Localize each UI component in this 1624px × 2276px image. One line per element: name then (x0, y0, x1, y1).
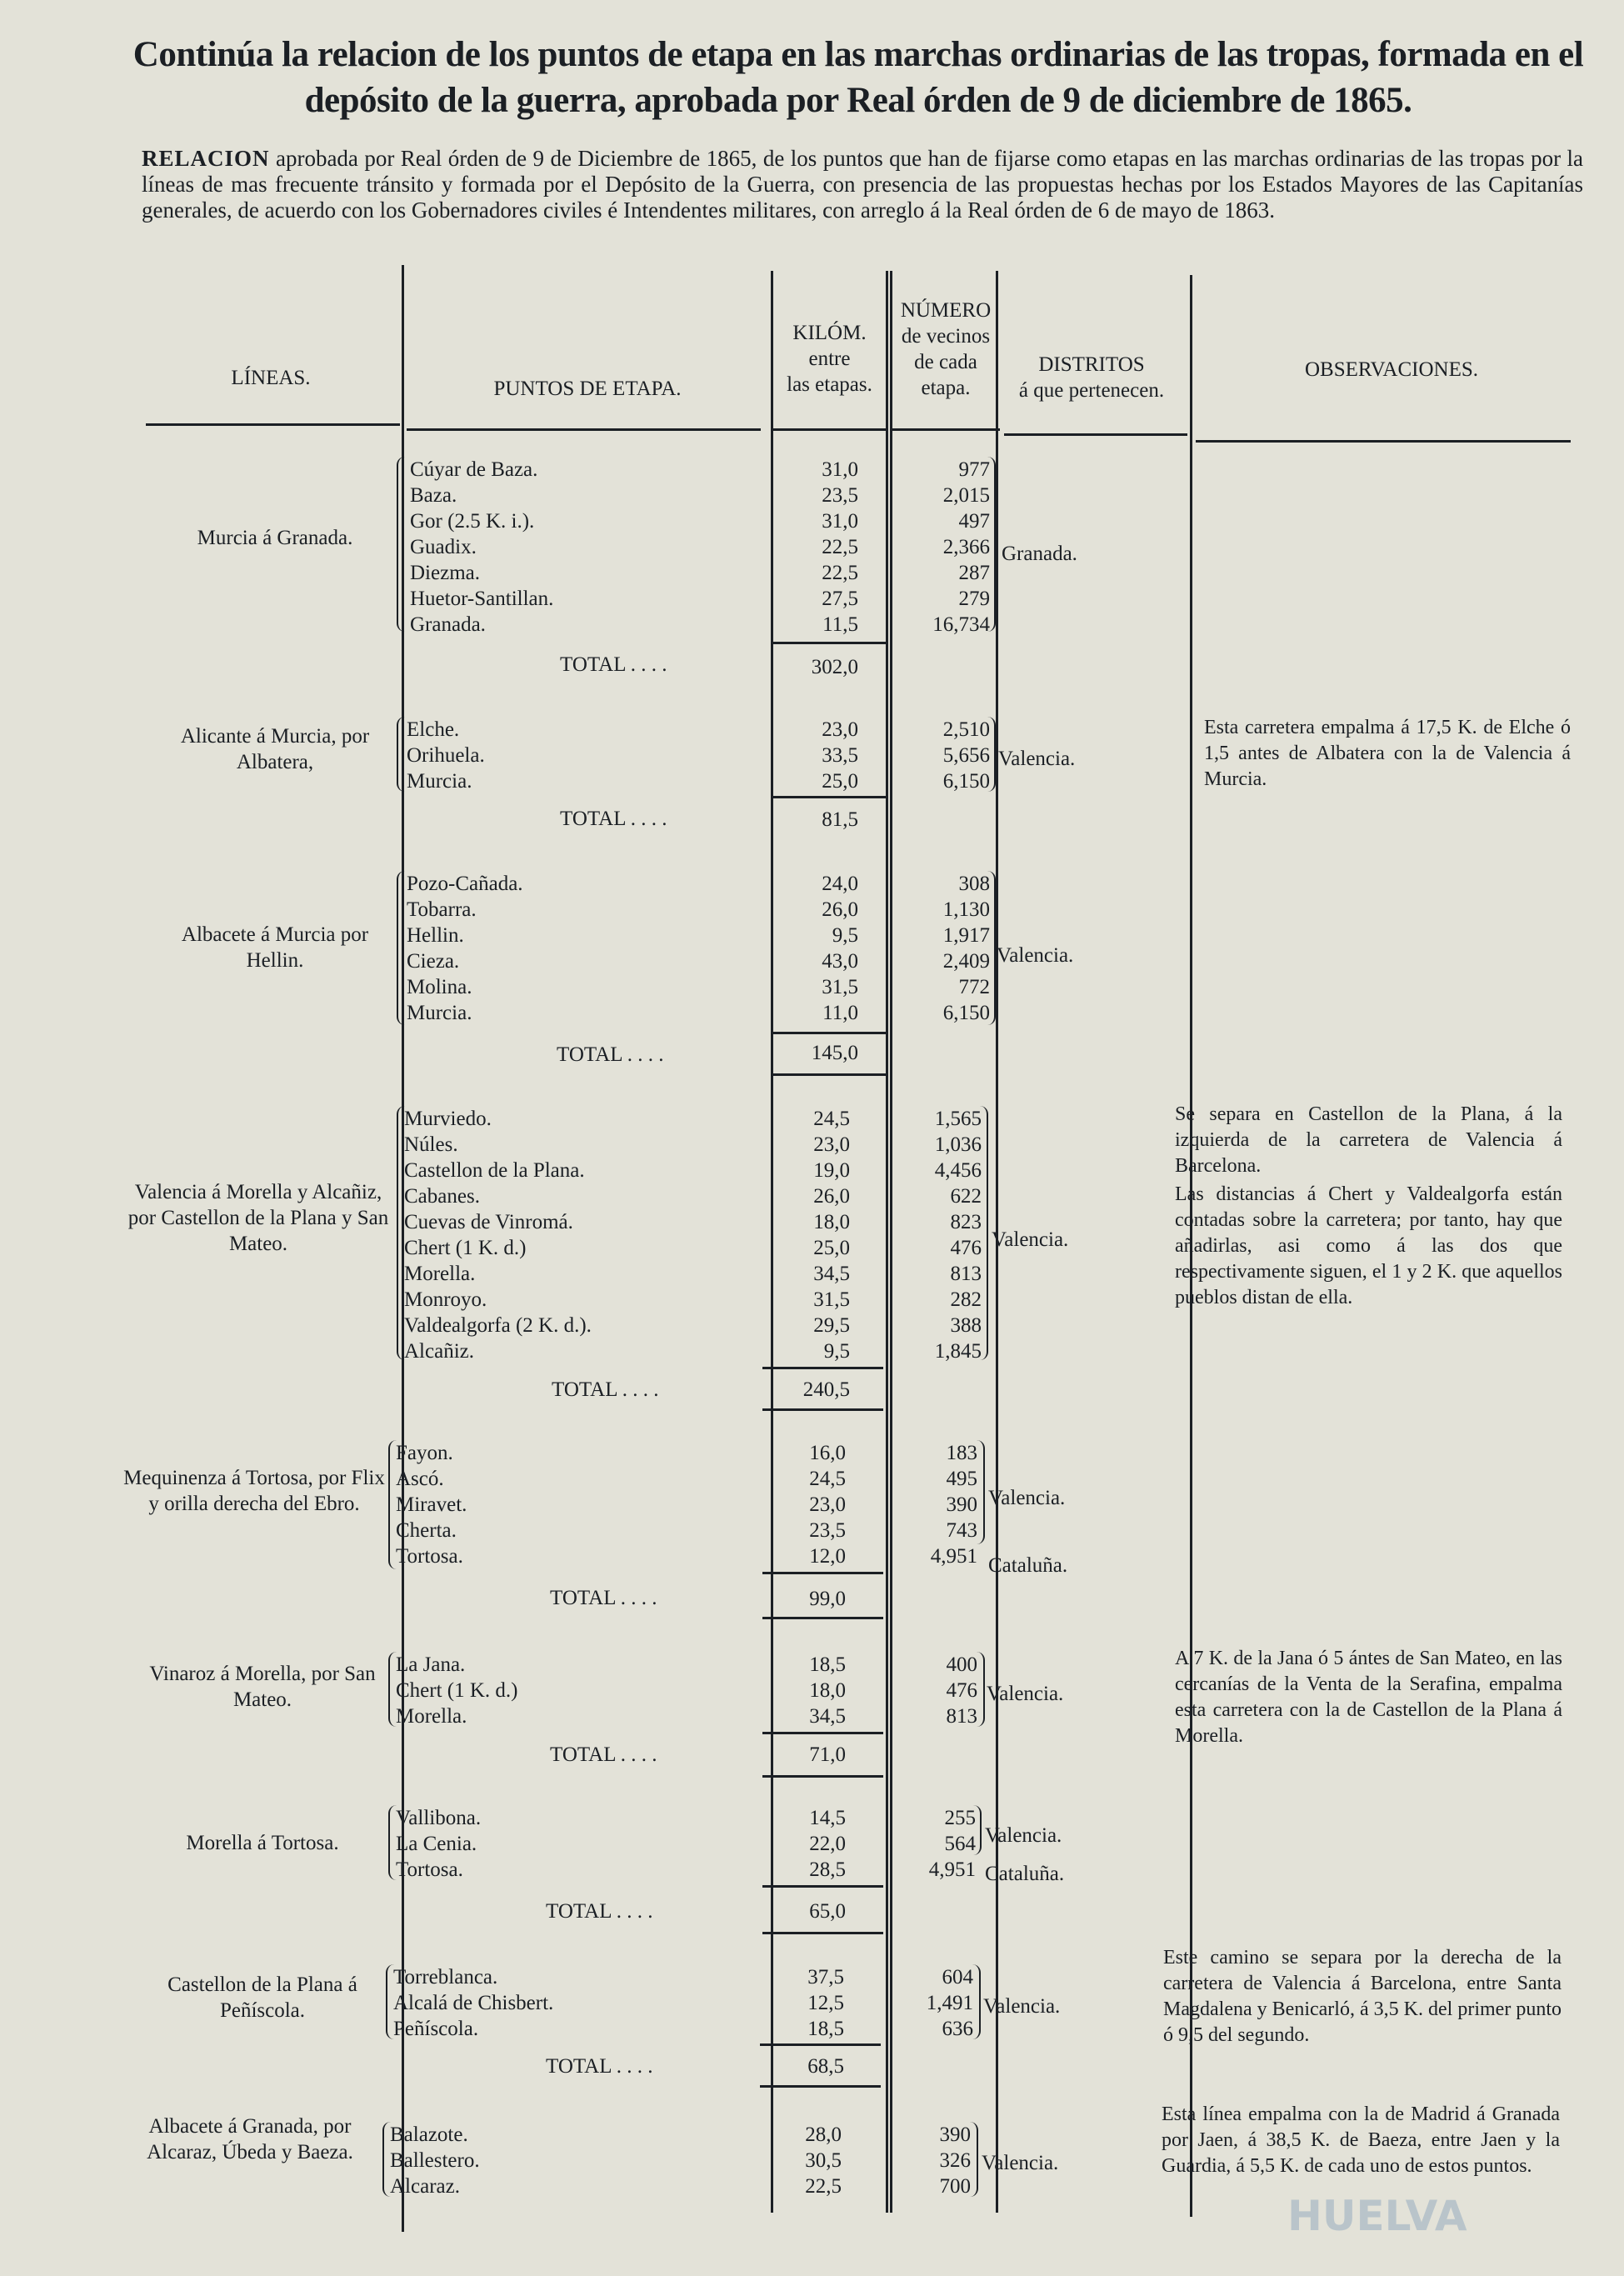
km-value: 9,5 (823, 1340, 850, 1363)
km-value: 22,0 (809, 1833, 846, 1855)
line-name: Albacete á Murcia por Hellin. (181, 923, 369, 972)
vecinos-value: 1,491 (926, 1992, 973, 2014)
total-rule-bottom (760, 2085, 881, 2088)
total-rule (771, 796, 887, 798)
vecinos-value: 1,565 (934, 1108, 982, 1130)
stage-name: Elche. (407, 718, 460, 741)
vecinos-value: 476 (950, 1237, 982, 1259)
observation-note-2: Las distancias á Chert y Valdealgorfa están contadas sobre la carretera; por tanto, hay que añadirlas, asi como á las dos que respectivamente siguen, el 1 y 2 K. que aquellos pueblos distan de ella. (1175, 1183, 1562, 1308)
km-value: 26,0 (813, 1185, 850, 1208)
km-value: 18,5 (809, 1653, 846, 1676)
vecinos-value: 255 (944, 1807, 976, 1829)
vecinos-value: 390 (939, 2123, 971, 2146)
km-value: 14,5 (809, 1807, 846, 1829)
total-label: TOTAL . . . . (550, 1587, 657, 1609)
header-rule-6 (1196, 440, 1571, 443)
vecinos-value: 400 (946, 1653, 977, 1676)
header-rule-2 (407, 428, 761, 431)
km-value: 30,5 (805, 2149, 842, 2172)
total-label: TOTAL . . . . (552, 1378, 659, 1401)
page-title: Continúa la relacion de los puntos de etapa en las marchas ordinarias de las tropas, formada en el depósito de la guerra, aprobada por Real órden de 9 de diciembre de 1865. (132, 35, 1584, 120)
stage-name: Murcia. (407, 1002, 472, 1024)
header-rule-5 (1004, 433, 1187, 436)
line-name: Castellon de la Plana á Peñíscola. (167, 1973, 357, 2022)
vecinos-value: 282 (950, 1288, 982, 1311)
km-value: 34,5 (809, 1705, 846, 1728)
total-label: TOTAL . . . . (546, 2055, 653, 2078)
total-value: 71,0 (809, 1743, 846, 1766)
km-value: 25,0 (822, 770, 858, 793)
km-value: 27,5 (822, 588, 858, 610)
vecinos-value: 622 (950, 1185, 982, 1208)
intro-lead: RELACION (142, 146, 270, 171)
observation-note: Esta carretera empalma á 17,5 K. de Elche ó 1,5 antes de Albatera con la de Valencia á Murcia. (1204, 717, 1571, 790)
km-value: 26,0 (822, 898, 858, 921)
vecinos-value: 2,366 (942, 536, 990, 558)
vecinos-value: 4,951 (928, 1858, 976, 1881)
vecinos-value: 495 (946, 1468, 977, 1490)
km-value: 33,5 (822, 744, 858, 767)
stage-name: Balazote. (390, 2123, 468, 2146)
stage-name: Cúyar de Baza. (410, 458, 538, 481)
stage-name: Tobarra. (407, 898, 477, 921)
vecinos-value: 813 (946, 1705, 977, 1728)
km-value: 9,5 (832, 924, 858, 947)
total-rule-bottom (762, 1932, 883, 1934)
district-label: Valencia. (982, 2152, 1059, 2174)
district-label-2: Cataluña. (988, 1554, 1068, 1577)
header-observaciones: OBSERVACIONES. (1305, 358, 1478, 381)
stage-name: Miravet. (396, 1493, 467, 1516)
header-vecinos-4: etapa. (921, 377, 971, 399)
km-value: 24,0 (822, 873, 858, 895)
km-value: 12,0 (809, 1545, 846, 1568)
right-brace (972, 1964, 981, 2039)
km-value: 18,5 (807, 2018, 844, 2040)
vecinos-value: 308 (958, 873, 990, 895)
total-rule-bottom (762, 1408, 883, 1411)
vecinos-value: 390 (946, 1493, 977, 1516)
right-brace (973, 1805, 982, 1855)
km-value: 18,0 (809, 1679, 846, 1702)
header-distritos-1: DISTRITOS (1038, 353, 1145, 376)
km-value: 43,0 (822, 950, 858, 973)
stage-name: Ballestero. (390, 2149, 480, 2172)
vecinos-value: 1,917 (942, 924, 990, 947)
header-vecinos-2: de vecinos (901, 325, 991, 348)
stage-name: Diezma. (410, 562, 480, 584)
total-rule (760, 2043, 881, 2046)
km-value: 23,0 (813, 1133, 850, 1156)
vecinos-value: 636 (942, 2018, 973, 2040)
total-label: TOTAL . . . . (560, 653, 667, 676)
stage-name: Morella. (396, 1705, 467, 1728)
total-rule-bottom (762, 1775, 883, 1778)
observation-note: Esta línea empalma con la de Madrid á Granada por Jaen, á 38,5 K. de Baeza, entre Jaen y la Guardia, á 5,5 K. de cada uno de estos puntos. (1162, 2103, 1560, 2177)
stage-name: Alcañiz. (404, 1340, 474, 1363)
vecinos-value: 2,510 (942, 718, 990, 741)
left-brace (397, 871, 405, 1025)
vecinos-value: 279 (958, 588, 990, 610)
observation-note: Se separa en Castellon de la Plana, á la izquierda de la carretera de Valencia á Barcelona. (1175, 1103, 1562, 1177)
vecinos-value: 497 (958, 510, 990, 533)
total-rule (762, 1732, 883, 1734)
vecinos-value: 388 (950, 1314, 982, 1337)
district-label: Valencia. (997, 944, 1074, 967)
total-value: 81,5 (822, 808, 858, 831)
stage-name: Cuevas de Vinromá. (404, 1211, 573, 1233)
total-rule-bottom (771, 1073, 887, 1076)
stage-name: Cabanes. (404, 1185, 480, 1208)
total-rule (771, 1032, 887, 1034)
stage-name: Tortosa. (396, 1545, 463, 1568)
stage-name: Tortosa. (396, 1858, 463, 1881)
stage-name: Orihuela. (407, 744, 485, 767)
stage-name: Murviedo. (404, 1108, 492, 1130)
km-value: 19,0 (813, 1159, 850, 1182)
stage-name: Hellin. (407, 924, 464, 947)
vecinos-value: 813 (950, 1263, 982, 1285)
intro-paragraph (142, 146, 1583, 223)
vecinos-value: 4,951 (930, 1545, 977, 1568)
km-value: 31,5 (813, 1288, 850, 1311)
vecinos-value: 1,130 (942, 898, 990, 921)
stage-name: Huetor-Santillan. (410, 588, 554, 610)
vecinos-value: 743 (946, 1519, 977, 1542)
stage-name: Fayon. (396, 1442, 453, 1464)
stage-name: Núles. (404, 1133, 458, 1156)
right-brace (987, 871, 996, 1025)
km-value: 24,5 (813, 1108, 850, 1130)
stage-name: Peñíscola. (393, 2018, 479, 2040)
header-kilom-2: entre (808, 348, 851, 370)
header-kilom-1: KILÓM. (792, 322, 867, 344)
stage-name: Guadix. (410, 536, 477, 558)
vecinos-value: 772 (958, 976, 990, 998)
line-name: Vinaroz á Morella, por San Mateo. (149, 1663, 376, 1711)
stage-name: Murcia. (407, 770, 472, 793)
stage-name: Chert (1 K. d.) (396, 1679, 518, 1702)
km-value: 31,5 (822, 976, 858, 998)
km-value: 34,5 (813, 1263, 850, 1285)
km-value: 28,0 (805, 2123, 842, 2146)
stage-name: Cieza. (407, 950, 460, 973)
stage-name: Monroyo. (404, 1288, 487, 1311)
vecinos-value: 2,015 (942, 484, 990, 507)
observation-note: A 7 K. de la Jana ó 5 ántes de San Mateo, en las cercanías de la Venta de la Serafina, empalma esta carretera con la de Castellon de la Plana á Morella. (1175, 1648, 1562, 1747)
vecinos-value: 476 (946, 1679, 977, 1702)
km-value: 11,0 (822, 1002, 858, 1024)
observation-note: Este camino se separa por la derecha de la carretera de Valencia á Barcelona, entre Santa Magdalena y Benicarló, á 3,5 K. del primer punto ó 9,5 del segundo. (1163, 1947, 1562, 2046)
left-brace (397, 717, 405, 792)
total-label: TOTAL . . . . (550, 1743, 657, 1766)
left-brace (397, 457, 405, 632)
district-label: Valencia. (998, 748, 1076, 770)
stage-name: Baza. (410, 484, 457, 507)
km-value: 25,0 (813, 1237, 850, 1259)
header-kilom (773, 320, 886, 398)
stage-name: Cherta. (396, 1519, 457, 1542)
vecinos-value: 823 (950, 1211, 982, 1233)
line-name: Morella á Tortosa. (186, 1832, 339, 1854)
km-value: 23,0 (822, 718, 858, 741)
district-label: Valencia. (987, 1683, 1064, 1705)
vecinos-value: 1,845 (934, 1340, 982, 1363)
total-value: 240,5 (802, 1378, 850, 1401)
stage-name: Alcaraz. (390, 2175, 460, 2198)
district-label: Valencia. (992, 1228, 1069, 1251)
km-value: 22,5 (822, 562, 858, 584)
line-name: Albacete á Granada, por Alcaraz, Úbeda y Baeza. (147, 2115, 353, 2163)
vecinos-value: 564 (944, 1833, 976, 1855)
header-distritos-2: á que pertenecen. (1018, 379, 1165, 402)
header-kilom-3: las etapas. (787, 373, 872, 396)
header-vecinos (892, 298, 1000, 401)
km-value: 31,0 (822, 458, 858, 481)
total-rule (762, 1367, 883, 1369)
km-value: 12,5 (807, 1992, 844, 2014)
vecinos-value: 4,456 (934, 1159, 982, 1182)
total-label: TOTAL . . . . (560, 808, 667, 830)
km-value: 18,0 (813, 1211, 850, 1233)
km-value: 31,0 (822, 510, 858, 533)
total-rule (762, 1572, 883, 1574)
line-name: Mequinenza á Tortosa, por Flix y orilla derecha del Ebro. (123, 1467, 385, 1515)
right-brace (987, 717, 996, 792)
total-value: 145,0 (811, 1042, 858, 1064)
stage-name: Vallibona. (396, 1807, 482, 1829)
header-vecinos-1: NÚMERO (900, 299, 992, 322)
header-rule-4 (892, 428, 1000, 431)
km-value: 23,5 (822, 484, 858, 507)
km-value: 28,5 (809, 1858, 846, 1881)
total-value: 65,0 (809, 1900, 846, 1923)
right-brace (977, 1440, 985, 1544)
vecinos-value: 326 (939, 2149, 971, 2172)
vecinos-value: 5,656 (942, 744, 990, 767)
stage-name: Alcalá de Chisbert. (393, 1992, 554, 2014)
stage-name: Molina. (407, 976, 472, 998)
stage-name: Torreblanca. (393, 1966, 498, 1988)
total-value: 68,5 (807, 2055, 844, 2078)
stage-name: Gor (2.5 K. i.). (410, 510, 535, 533)
vecinos-value: 6,150 (942, 770, 990, 793)
km-value: 22,5 (805, 2175, 842, 2198)
km-value: 16,0 (809, 1442, 846, 1464)
header-rule-3 (771, 428, 887, 431)
stage-name: Castellon de la Plana. (404, 1159, 585, 1182)
header-distritos (996, 352, 1187, 403)
right-brace (970, 2122, 978, 2197)
stage-name: Chert (1 K. d.) (404, 1237, 527, 1259)
km-value: 24,5 (809, 1468, 846, 1490)
total-label: TOTAL . . . . (546, 1900, 653, 1923)
line-name: Murcia á Granada. (197, 527, 353, 549)
header-lineas: LÍNEAS. (231, 367, 311, 389)
vecinos-value: 700 (939, 2175, 971, 2198)
total-rule (762, 1885, 883, 1888)
vecinos-value: 977 (958, 458, 990, 481)
stage-name: Granada. (410, 613, 486, 636)
km-value: 29,5 (813, 1314, 850, 1337)
vecinos-value: 2,409 (942, 950, 990, 973)
vecinos-value: 6,150 (942, 1002, 990, 1024)
district-label-2: Cataluña. (985, 1863, 1065, 1885)
right-brace (977, 1652, 985, 1727)
total-label: TOTAL . . . . (557, 1043, 664, 1066)
km-value: 11,5 (822, 613, 858, 636)
vecinos-value: 1,036 (934, 1133, 982, 1156)
stage-name: Valdealgorfa (2 K. d.). (404, 1314, 592, 1337)
line-name: Valencia á Morella y Alcañiz, por Castellon de la Plana y San Mateo. (127, 1181, 389, 1255)
line-name: Alicante á Murcia, por Albatera, (180, 725, 370, 773)
watermark-logo: HUELVA (1287, 2192, 1467, 2240)
total-rule (771, 642, 887, 644)
vecinos-value: 183 (946, 1442, 977, 1464)
stage-name: Pozo-Cañada. (407, 873, 523, 895)
district-label: Valencia. (983, 1995, 1061, 2018)
stage-name: Ascó. (396, 1468, 444, 1490)
stage-name: Morella. (404, 1263, 476, 1285)
header-puntos: PUNTOS DE ETAPA. (493, 378, 682, 400)
district-label: Valencia. (988, 1487, 1066, 1509)
right-brace (980, 1106, 988, 1360)
total-rule-bottom (762, 1617, 883, 1619)
vecinos-value: 287 (958, 562, 990, 584)
district-label: Granada. (1002, 543, 1077, 565)
km-value: 22,5 (822, 536, 858, 558)
km-value: 37,5 (807, 1966, 844, 1988)
vecinos-value: 16,734 (932, 613, 990, 636)
district-label: Valencia. (985, 1824, 1062, 1847)
total-value: 302,0 (811, 656, 858, 678)
km-value: 23,0 (809, 1493, 846, 1516)
km-value: 23,5 (809, 1519, 846, 1542)
stage-name: La Cenia. (396, 1833, 477, 1855)
right-brace (987, 457, 996, 632)
header-rule-1 (146, 423, 400, 426)
header-vecinos-3: de cada (914, 351, 977, 373)
stage-name: La Jana. (396, 1653, 466, 1676)
vecinos-value: 604 (942, 1966, 973, 1988)
total-value: 99,0 (809, 1588, 846, 1610)
intro-text: aprobada por Real órden de 9 de Diciembre de 1865, de los puntos que han de fijarse como etapas en las marchas ordinarias de las tropas por la líneas de mas frecuente tránsito y formada por el Depósito de la Guerra, con presencia de las propuestas hechas por los Estados Mayores de las Capitanías generales, de acuerdo con los Gobernadores civiles é Intendentes militares, con arreglo á la Real órden de 6 de mayo de 1863. (142, 146, 1583, 223)
